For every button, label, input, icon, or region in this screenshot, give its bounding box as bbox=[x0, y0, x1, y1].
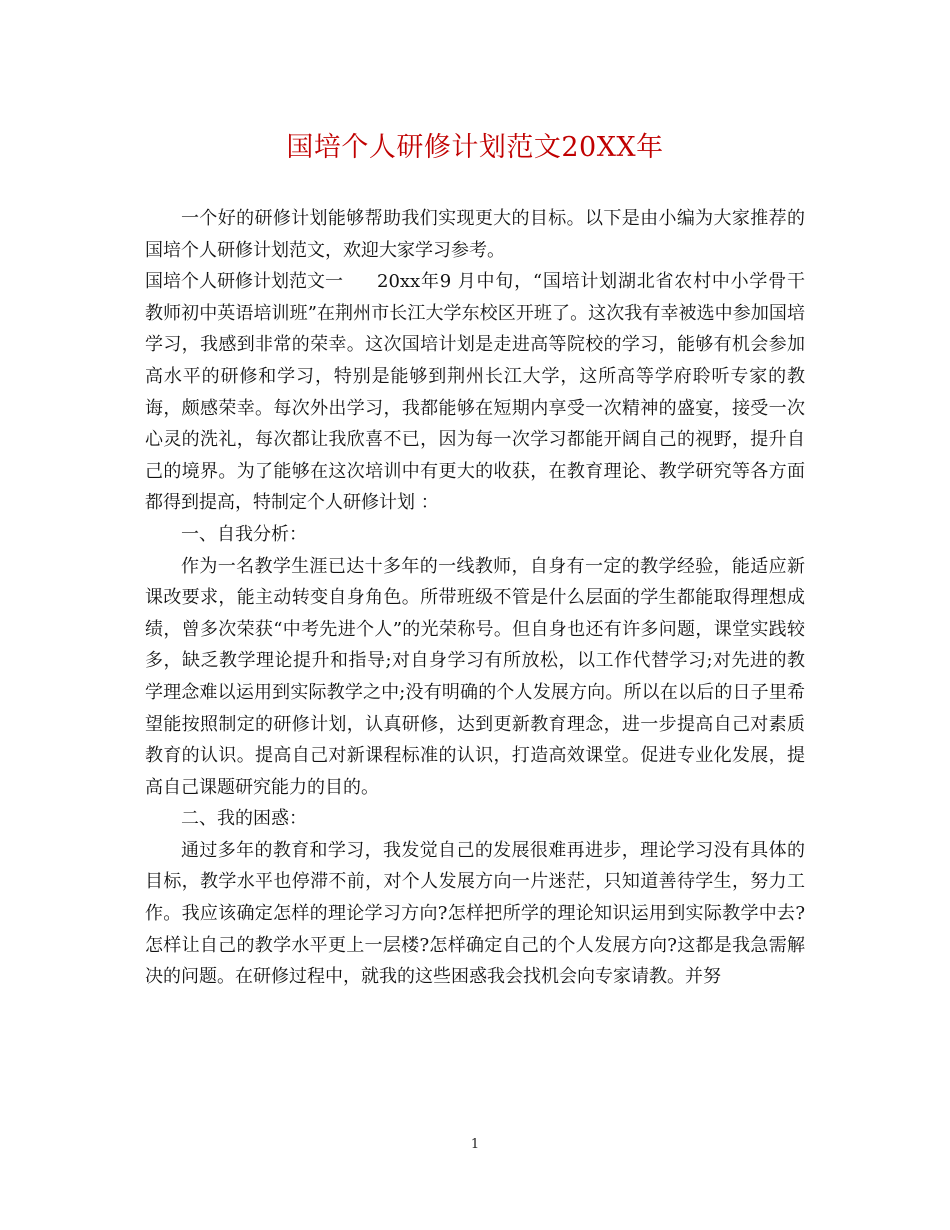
document-title: 国培个人研修计划范文20XX年 bbox=[286, 132, 664, 163]
heading-self-analysis: 一、自我分析： bbox=[181, 523, 307, 545]
self-analysis-paragraph: 作为一名教学生涯已达十多年的一线教师，自身有一定的教学经验，能适应新课改要求，能主动转变自身角色。所带班级不管是什么层面的学生都能取得理想成绩，曾多次荣获“中考先进个人”的光荣称号。但自身也还有许多问题，课堂实践较多，缺乏教学理论提升和指导;对自身学习有所放松，以工作代替学习;对先进的教学理念难以运用到实际教学之中;没有明确的个人发展方向。所以在以后的日子里希望能按照制定的研修计划，认真研修，达到更新教育理念，进一步提高自己对素质教育的认识。提高自己对新课程标准的认识，打造高效课堂。促进专业化发展，提高自己课题研究能力的目的。 bbox=[145, 555, 805, 798]
section-paragraph bbox=[145, 266, 805, 519]
section-body: 20xx年9 月中旬，“国培计划湖北省农村中小学骨干教师初中英语培训班”在荆州市长江大学东校区开班了。这次我有幸被选中参加国培学习，我感到非常的荣幸。这次国培计划是走进高等院校的学习，能够有机会参加高水平的研修和学习，特别是能够到荆州长江大学，这所高等学府聆听专家的教诲，颇感荣幸。每次外出学习，我都能够在短期内享受一次精神的盛宴，接受一次心灵的洗礼，每次都让我欣喜不已，因为每一次学习都能开阔自己的视野，提升自己的境界。为了能够在这次培训中有更大的收获，在教育理论、教学研究等各方面都得到提高，特制定个人研修计划 ： bbox=[145, 271, 805, 514]
section-label: 国培个人研修计划范文一 bbox=[145, 271, 343, 293]
confusion-paragraph: 通过多年的教育和学习，我发觉自己的发展很难再进步，理论学习没有具体的目标，教学水平也停滞不前，对个人发展方向一片迷茫，只知道善待学生，努力工作。我应该确定怎样的理论学习方向?怎样把所学的理论知识运用到实际教学中去?怎样让自己的教学水平更上一层楼?怎样确定自己的个人发展方向?这都是我急需解决的问题。在研修过程中，就我的这些困惑我会找机会向专家请教。并努 bbox=[145, 839, 805, 988]
intro-paragraph: 一个好的研修计划能够帮助我们实现更大的目标。以下是由小编为大家推荐的国培个人研修计划范文，欢迎大家学习参考。 bbox=[145, 208, 805, 261]
page-number: 1 bbox=[470, 1137, 480, 1152]
heading-confusion: 二、我的困惑： bbox=[181, 808, 307, 830]
document-body bbox=[145, 203, 805, 993]
